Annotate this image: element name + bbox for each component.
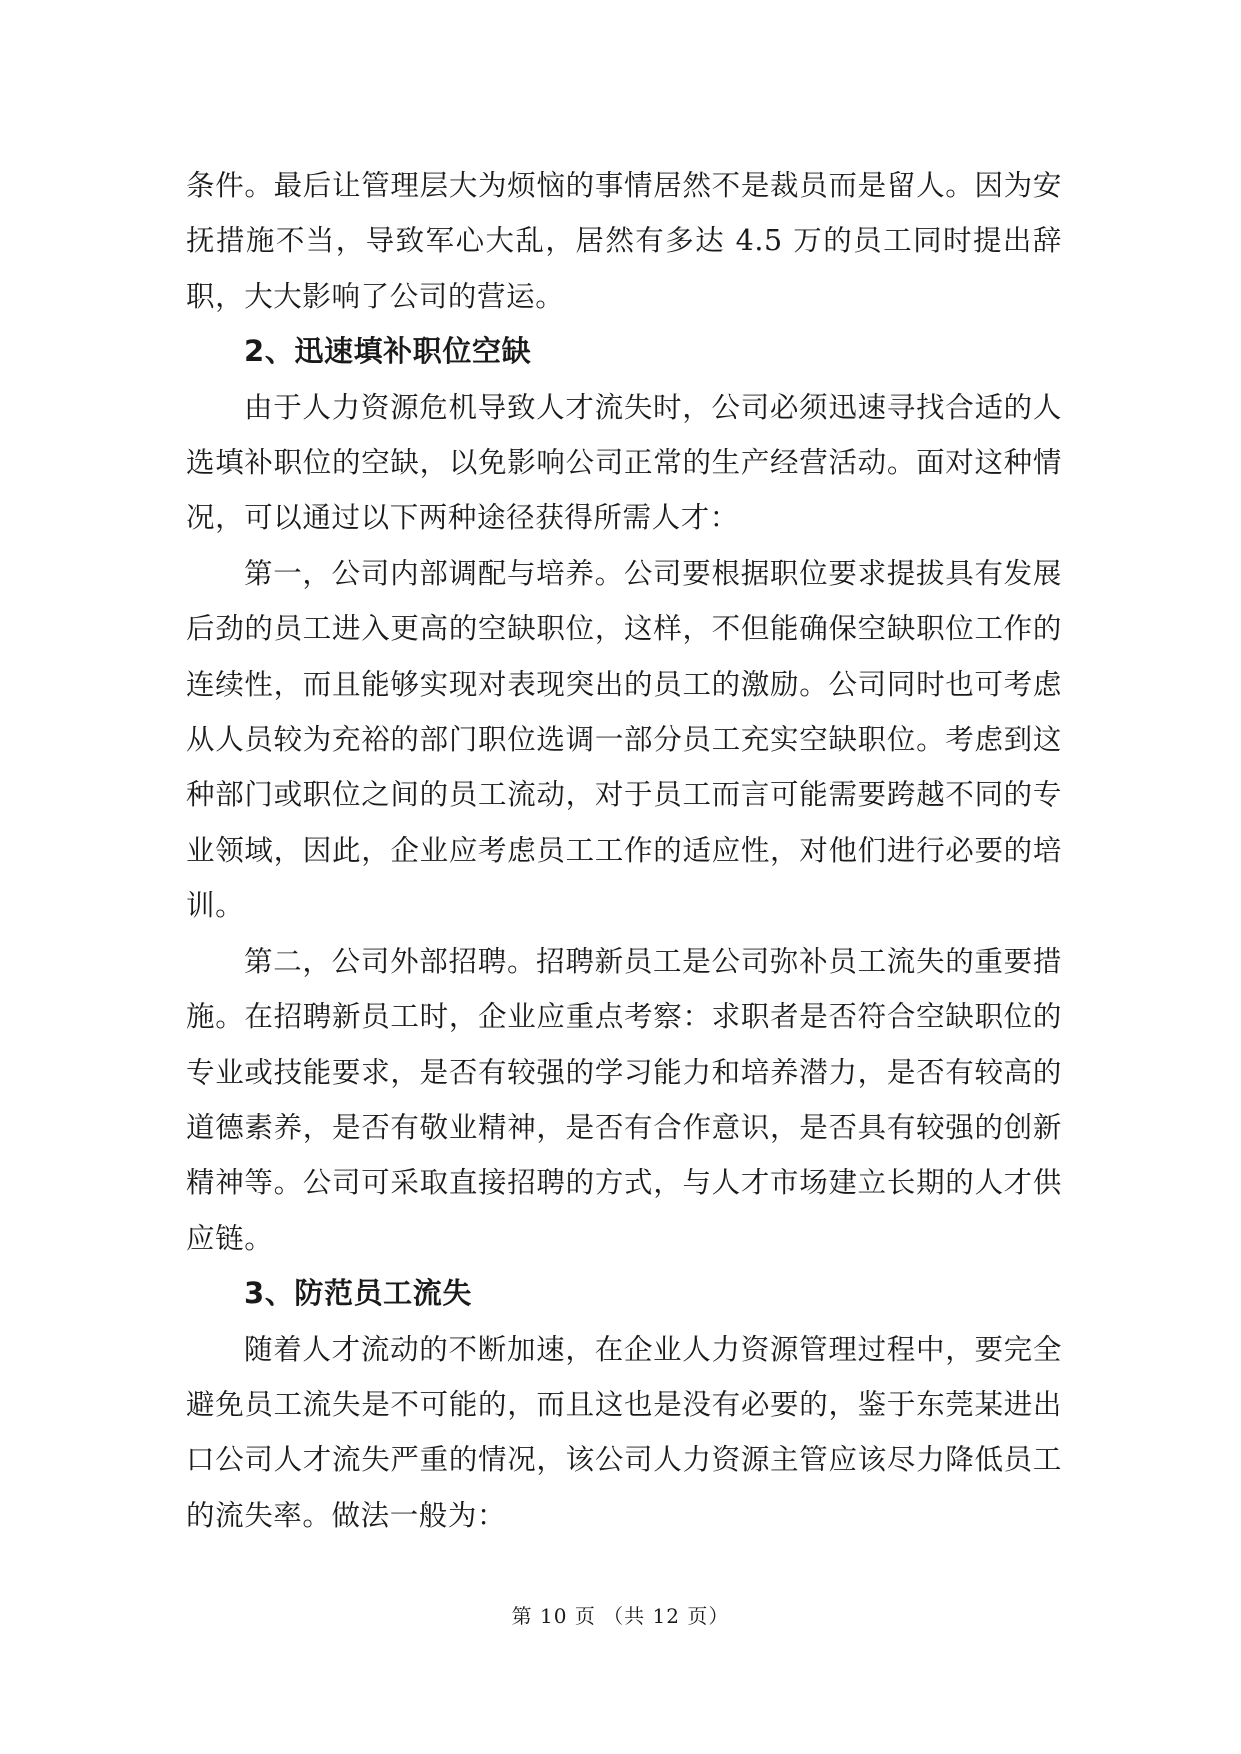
paragraph-vacancy-intro: 由于人力资源危机导致人才流失时，公司必须迅速寻找合适的人选填补职位的空缺，以免影响公司正常的生产经营活动。面对这种情况，可以通过以下两种途径获得所需人才： <box>186 390 1062 535</box>
page-number-footer: 第 10 页 （共 12 页） <box>511 1604 730 1628</box>
paragraph-continuation: 条件。最后让管理层大为烦恼的事情居然不是裁员而是留人。因为安抚措施不当，导致军心大乱，居然有多达 4.5 万的员工同时提出辞职，大大影响了公司的营运。 <box>186 169 1062 313</box>
document-body <box>186 158 1062 1543</box>
paragraph-turnover-intro: 随着人才流动的不断加速，在企业人力资源管理过程中，要完全避免员工流失是不可能的，而且这也是没有必要的，鉴于东莞某进出口公司人才流失严重的情况，该公司人力资源主管应该尽力降低员工的流失率。做法一般为： <box>186 1332 1062 1532</box>
paragraph-internal-allocation: 第一，公司内部调配与培养。公司要根据职位要求提拔具有发展后劲的员工进入更高的空缺职位，这样，不但能确保空缺职位工作的连续性，而且能够实现对表现突出的员工的激励。公司同时也可考虑从人员较为充裕的部门职位选调一部分员工充实空缺职位。考虑到这种部门或职位之间的员工流动，对于员工而言可能需要跨越不同的专业领域，因此，企业应考虑员工工作的适应性，对他们进行必要的培训。 <box>186 556 1062 923</box>
section-heading-prevent-turnover: 3、防范员工流失 <box>244 1276 472 1311</box>
section-heading-fill-vacancies: 2、迅速填补职位空缺 <box>244 334 532 369</box>
paragraph-external-recruitment: 第二，公司外部招聘。招聘新员工是公司弥补员工流失的重要措施。在招聘新员工时，企业应重点考察：求职者是否符合空缺职位的专业或技能要求，是否有较强的学习能力和培养潜力，是否有较高的道德素养，是否有敬业精神，是否有合作意识，是否具有较强的创新精神等。公司可采取直接招聘的方式，与人才市场建立长期的人才供应链。 <box>186 944 1062 1255</box>
